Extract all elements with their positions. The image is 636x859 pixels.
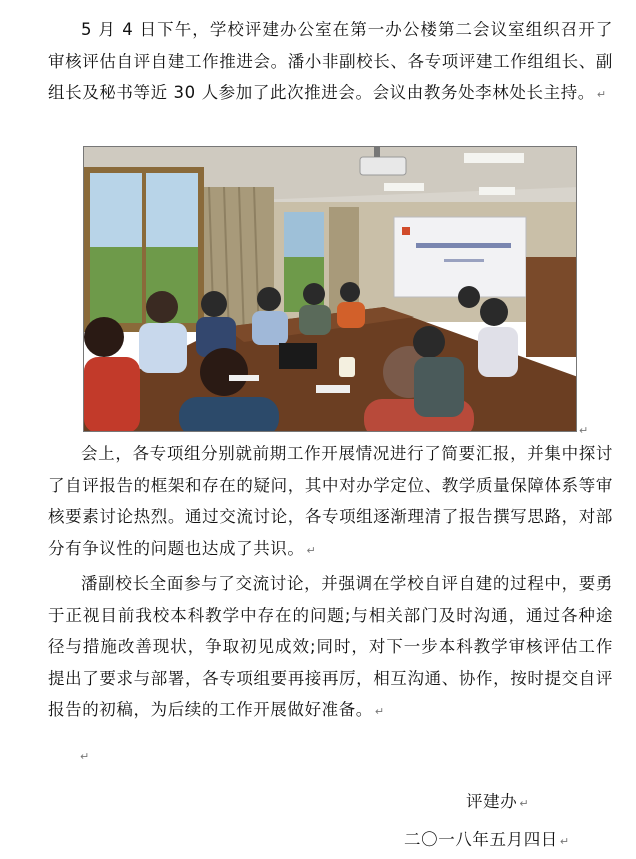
paragraph-mark: ↵ [596,88,607,101]
meeting-photo [83,146,577,432]
paragraph-3 [48,568,613,728]
paragraph-mark: ↵ [374,705,385,718]
signoff-organization [466,788,529,812]
empty-paragraph-mark: ↵ [80,750,90,763]
paragraph-1 [48,14,613,111]
paragraph-3-text: 潘副校长全面参与了交流讨论，并强调在学校自评自建的过程中，要勇于正视目前我校本科教学中存在的问题;与相关部门及时沟通，通过各种途径与措施改善现状，争取初见成效;同时，对下一步本科教学审核评估工作提出了要求与部署，各专项组要再接再厉，相互沟通、协作，按时提交自评报告的初稿，为后续的工作开展做好准备。 [48,574,613,719]
paragraph-mark: ↵ [559,835,570,848]
paragraph-2 [48,438,613,566]
paragraph-mark: ↵ [306,543,317,557]
paragraph-1-text: 5 月 4 日下午，学校评建办公室在第一办公楼第二会议室组织召开了审核评估自评自建工作推进会。潘小非副校长、各专项评建工作组组长、副组长及秘书等近 30 人参加了此次推进会。会议由教务处李林处长主持。 [48,20,613,102]
paragraph-mark: ↵ [579,424,589,437]
paragraph-mark: ↵ [519,797,530,810]
paragraph-2-text: 会上，各专项组分别就前期工作开展情况进行了简要汇报，并集中探讨了自评报告的框架和存在的疑问，其中对办学定位、教学质量保障体系等审核要素讨论热烈。通过交流讨论，各专项组逐渐理清了报告撰写思路，对部分有争议性的问题也达成了共识。 [48,444,613,558]
signoff-organization-text: 评建办 [466,792,518,811]
signoff-date [404,826,570,850]
signoff-date-text: 二〇一八年五月四日 [404,830,558,849]
